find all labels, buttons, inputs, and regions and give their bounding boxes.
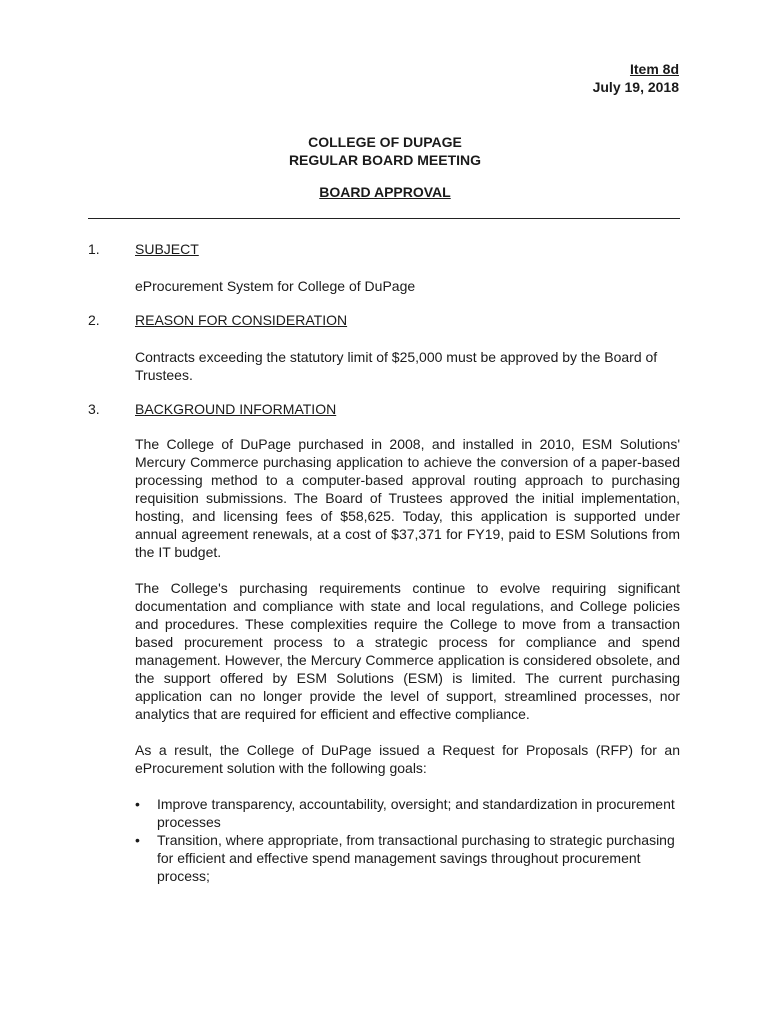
- paragraph: The College of DuPage purchased in 2008, and installed in 2010, ESM Solutions' Mercury Commerce purchasing application to achieve the conversion of a paper-based processing method to a computer-based approval routing approach to purchasing requisition submissions. The Board of Trustees approved the initial implementation, hosting, and licensing fees of $58,625. Today, this application is supported under annual agreement renewals, at a cost of $37,371 for FY19, paid to ESM Solutions from the IT budget.: [135, 436, 680, 560]
- section-heading: REASON FOR CONSIDERATION: [135, 312, 348, 328]
- header-divider: [88, 218, 680, 219]
- list-item-text: Transition, where appropriate, from transactional purchasing to strategic purchasing for efficient and effective spend management savings throughout procurement process;: [157, 832, 675, 884]
- section-heading: SUBJECT: [135, 241, 199, 257]
- paragraph: eProcurement System for College of DuPage: [135, 278, 416, 294]
- meeting-date: July 19, 2018: [592, 79, 679, 95]
- section-number: 1.: [88, 241, 100, 257]
- paragraph: Contracts exceeding the statutory limit of $25,000 must be approved by the Board of Trustees.: [135, 349, 658, 383]
- item-number: Item 8d: [629, 61, 679, 77]
- section-number: 3.: [88, 401, 100, 417]
- item-header: [593, 60, 679, 96]
- bullet-icon: •: [135, 832, 140, 848]
- meeting-name: REGULAR BOARD MEETING: [288, 152, 482, 168]
- section-body: [135, 435, 680, 885]
- document-title-block: [0, 133, 770, 201]
- list-item: [135, 831, 680, 885]
- list-item-text: Improve transparency, accountability, oversight; and standardization in procurement processes: [157, 796, 675, 830]
- paragraph: The College's purchasing requirements continue to evolve requiring significant documentation and compliance with state and local regulations, and College policies and procedures. These complexities require the College to move from a transaction based procurement process to a strategic process for compliance and spend management. However, the Mercury Commerce application is considered obsolete, and the support offered by ESM Solutions (ESM) is limited. The current purchasing application can no longer provide the level of support, streamlined processes, nor analytics that are required for efficient and effective compliance.: [135, 580, 680, 722]
- list-item: [135, 795, 680, 831]
- section-body: [135, 277, 680, 295]
- approval-title: BOARD APPROVAL: [319, 184, 451, 200]
- section-number: 2.: [88, 312, 100, 328]
- goals-list: [135, 795, 680, 885]
- section-body: [135, 348, 680, 384]
- paragraph: As a result, the College of DuPage issued a Request for Proposals (RFP) for an eProcurement solution with the following goals:: [135, 742, 680, 776]
- bullet-icon: •: [135, 796, 140, 812]
- org-name: COLLEGE OF DUPAGE: [308, 134, 462, 150]
- section-heading: BACKGROUND INFORMATION: [135, 401, 337, 417]
